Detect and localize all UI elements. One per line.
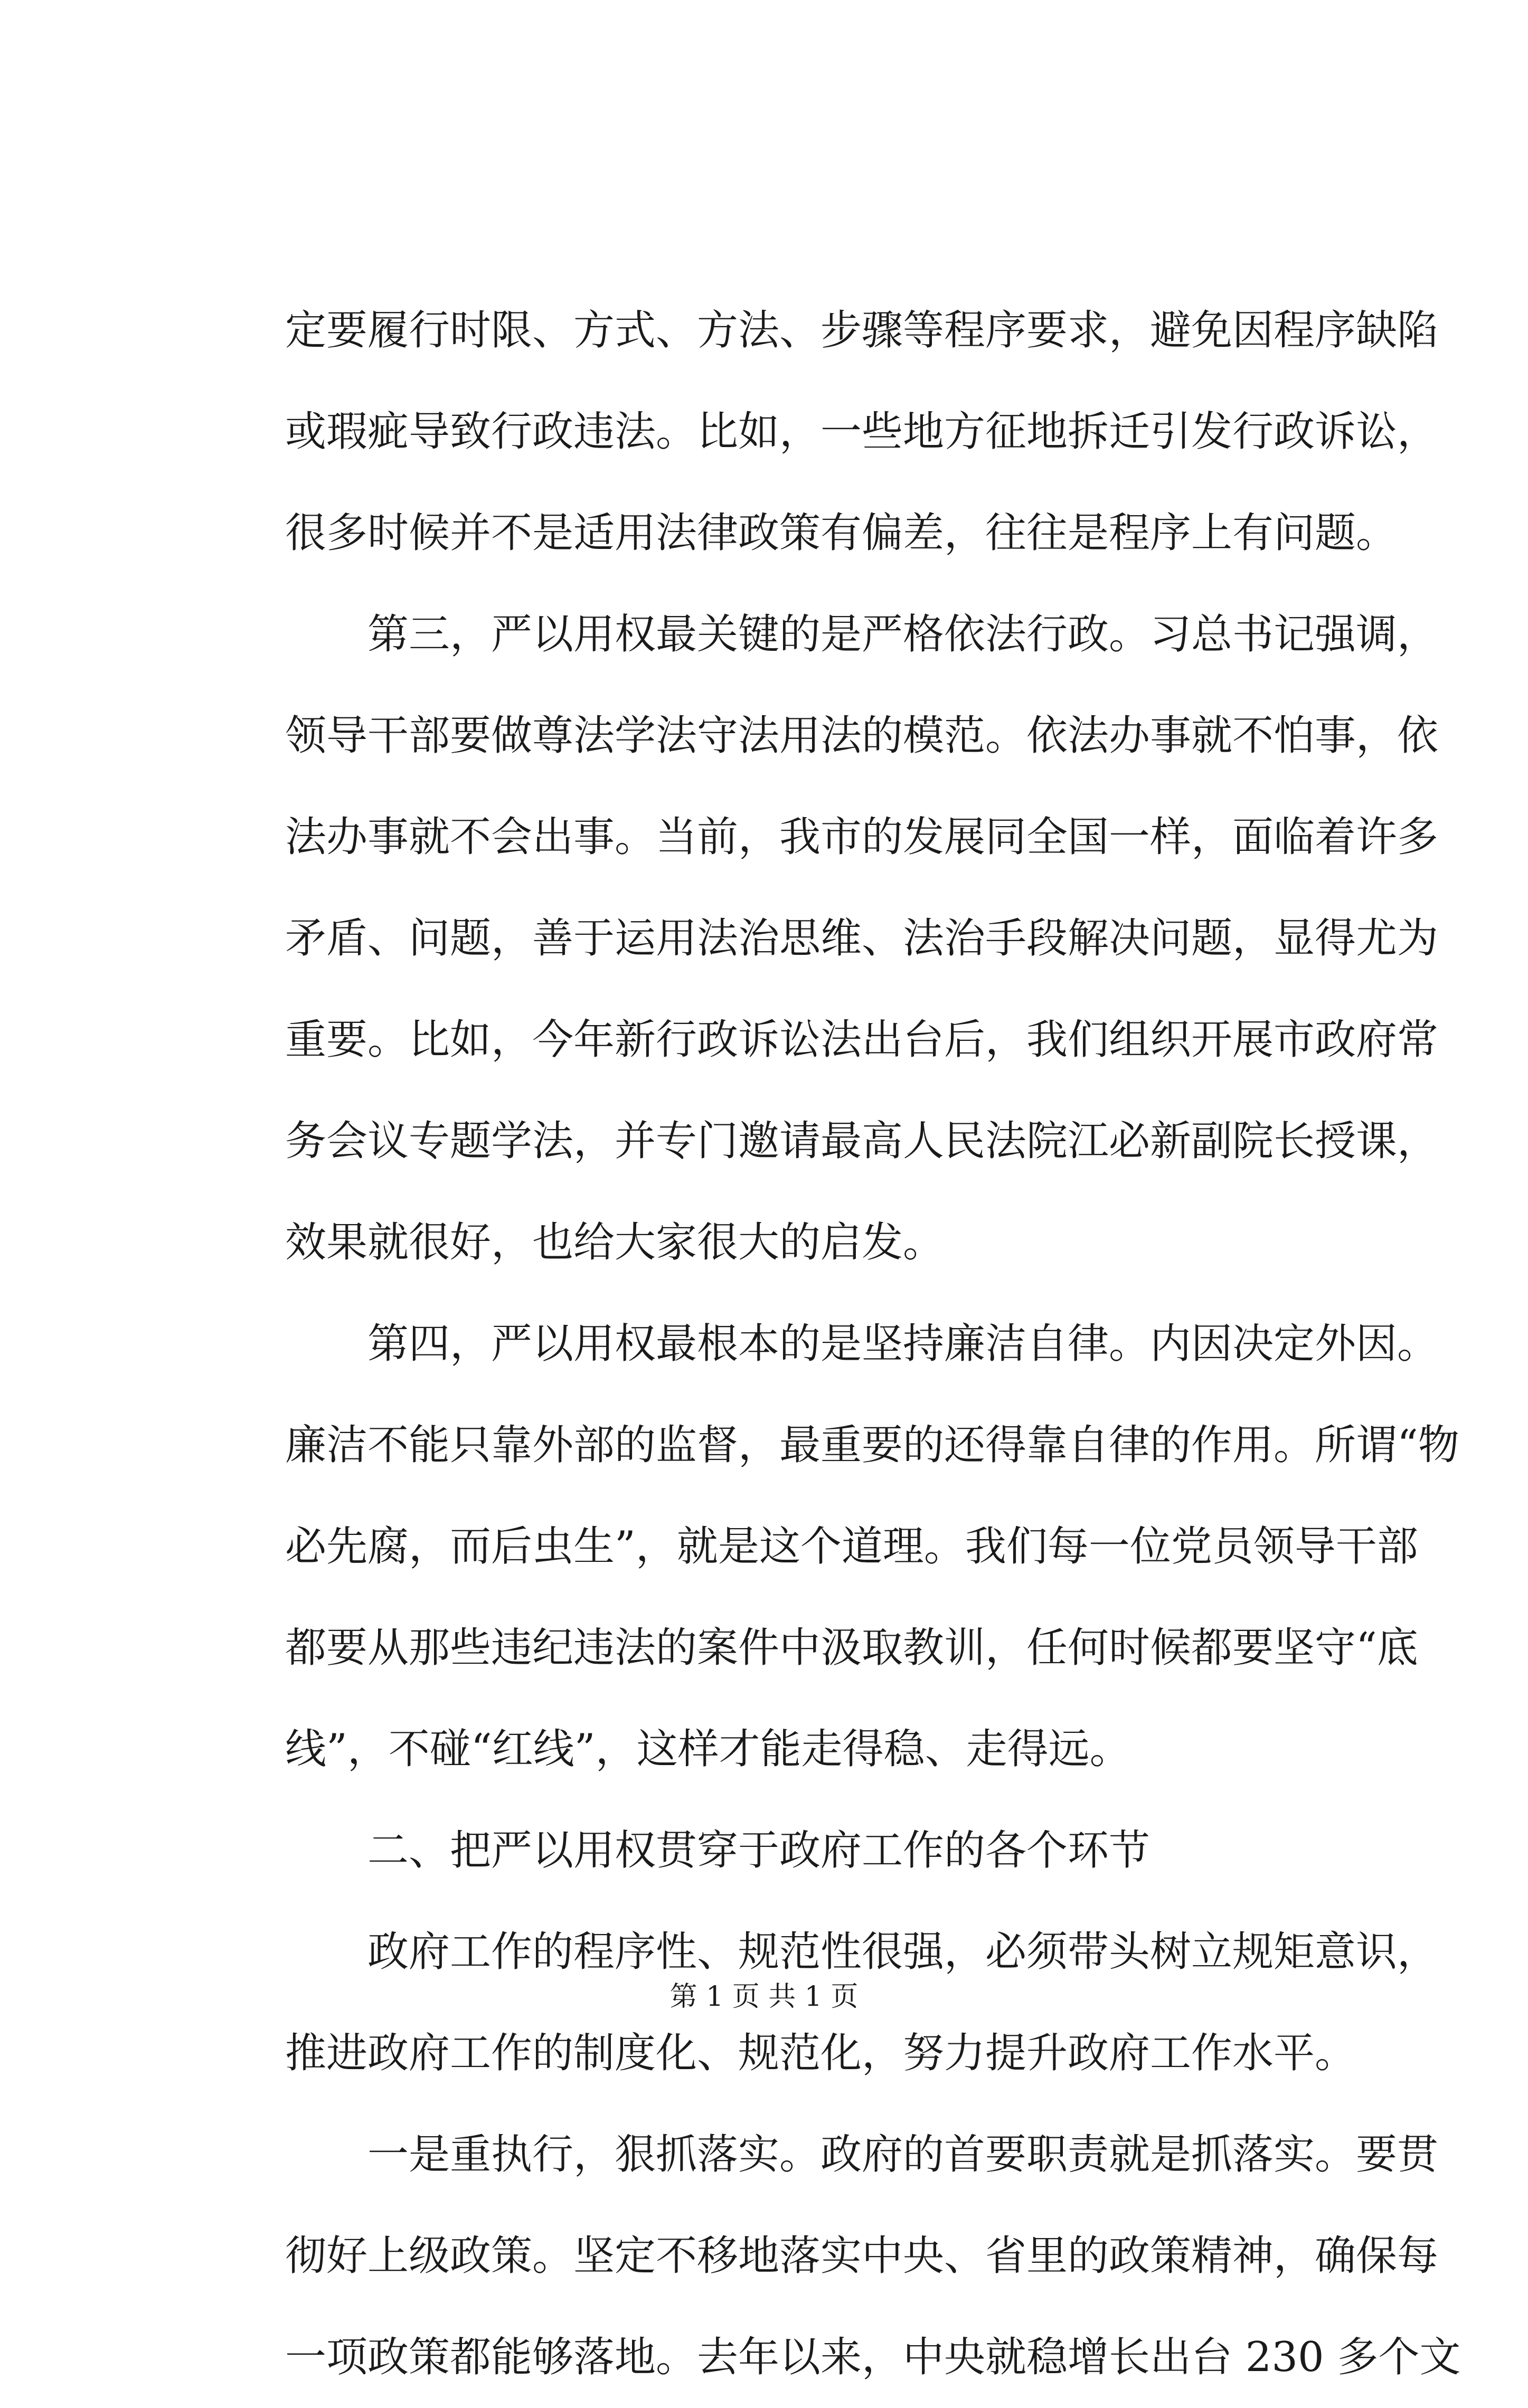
page-footer: 第 1 页 共 1 页 bbox=[669, 1981, 859, 2013]
text-line: 推进政府工作的制度化、规范化，努力提升政府工作水平。 bbox=[285, 2030, 1356, 2077]
text-line: 一是重执行，狠抓落实。政府的首要职责就是抓落实。要贯 bbox=[367, 2131, 1439, 2178]
text-line: 很多时候并不是适用法律政策有偏差，往往是程序上有问题。 bbox=[285, 509, 1398, 557]
text-line: 重要。比如，今年新行政诉讼法出台后，我们组织开展市政府常 bbox=[285, 1016, 1439, 1064]
text-line: 法办事就不会出事。当前，我市的发展同全国一样，面临着许多 bbox=[285, 813, 1439, 861]
text-line: 二、把严以用权贯穿于政府工作的各个环节 bbox=[367, 1827, 1150, 1874]
text-line: 都要从那些违纪违法的案件中汲取教训，任何时候都要坚守“底 bbox=[285, 1624, 1418, 1672]
body-text bbox=[285, 280, 1461, 2408]
text-line: 线”，不碰“红线”，这样才能走得稳、走得远。 bbox=[285, 1726, 1131, 1773]
text-line: 一项政策都能够落地。去年以来，中央就稳增长出台 230 多个文 bbox=[285, 2334, 1461, 2381]
text-line: 必先腐，而后虫生”，就是这个道理。我们每一位党员领导干部 bbox=[285, 1523, 1418, 1570]
text-line: 矛盾、问题，善于运用法治思维、法治手段解决问题，显得尤为 bbox=[285, 915, 1439, 962]
text-line: 定要履行时限、方式、方法、步骤等程序要求，避免因程序缺陷 bbox=[285, 307, 1439, 354]
text-line: 效果就很好，也给大家很大的启发。 bbox=[285, 1219, 945, 1266]
text-line: 廉洁不能只靠外部的监督，最重要的还得靠自律的作用。所谓“物 bbox=[285, 1421, 1459, 1469]
text-line: 政府工作的程序性、规范性很强，必须带头树立规矩意识， bbox=[367, 1928, 1439, 1976]
text-line: 务会议专题学法，并专门邀请最高人民法院江必新副院长授课， bbox=[285, 1117, 1439, 1165]
text-line: 第四，严以用权最根本的是坚持廉洁自律。内因决定外因。 bbox=[367, 1320, 1439, 1368]
text-line: 或瑕疵导致行政违法。比如，一些地方征地拆迁引发行政诉讼， bbox=[285, 408, 1439, 456]
text-line: 彻好上级政策。坚定不移地落实中央、省里的政策精神，确保每 bbox=[285, 2232, 1439, 2280]
text-line: 领导干部要做尊法学法守法用法的模范。依法办事就不怕事，依 bbox=[285, 712, 1439, 760]
text-line: 第三，严以用权最关键的是严格依法行政。习总书记强调， bbox=[367, 611, 1439, 658]
